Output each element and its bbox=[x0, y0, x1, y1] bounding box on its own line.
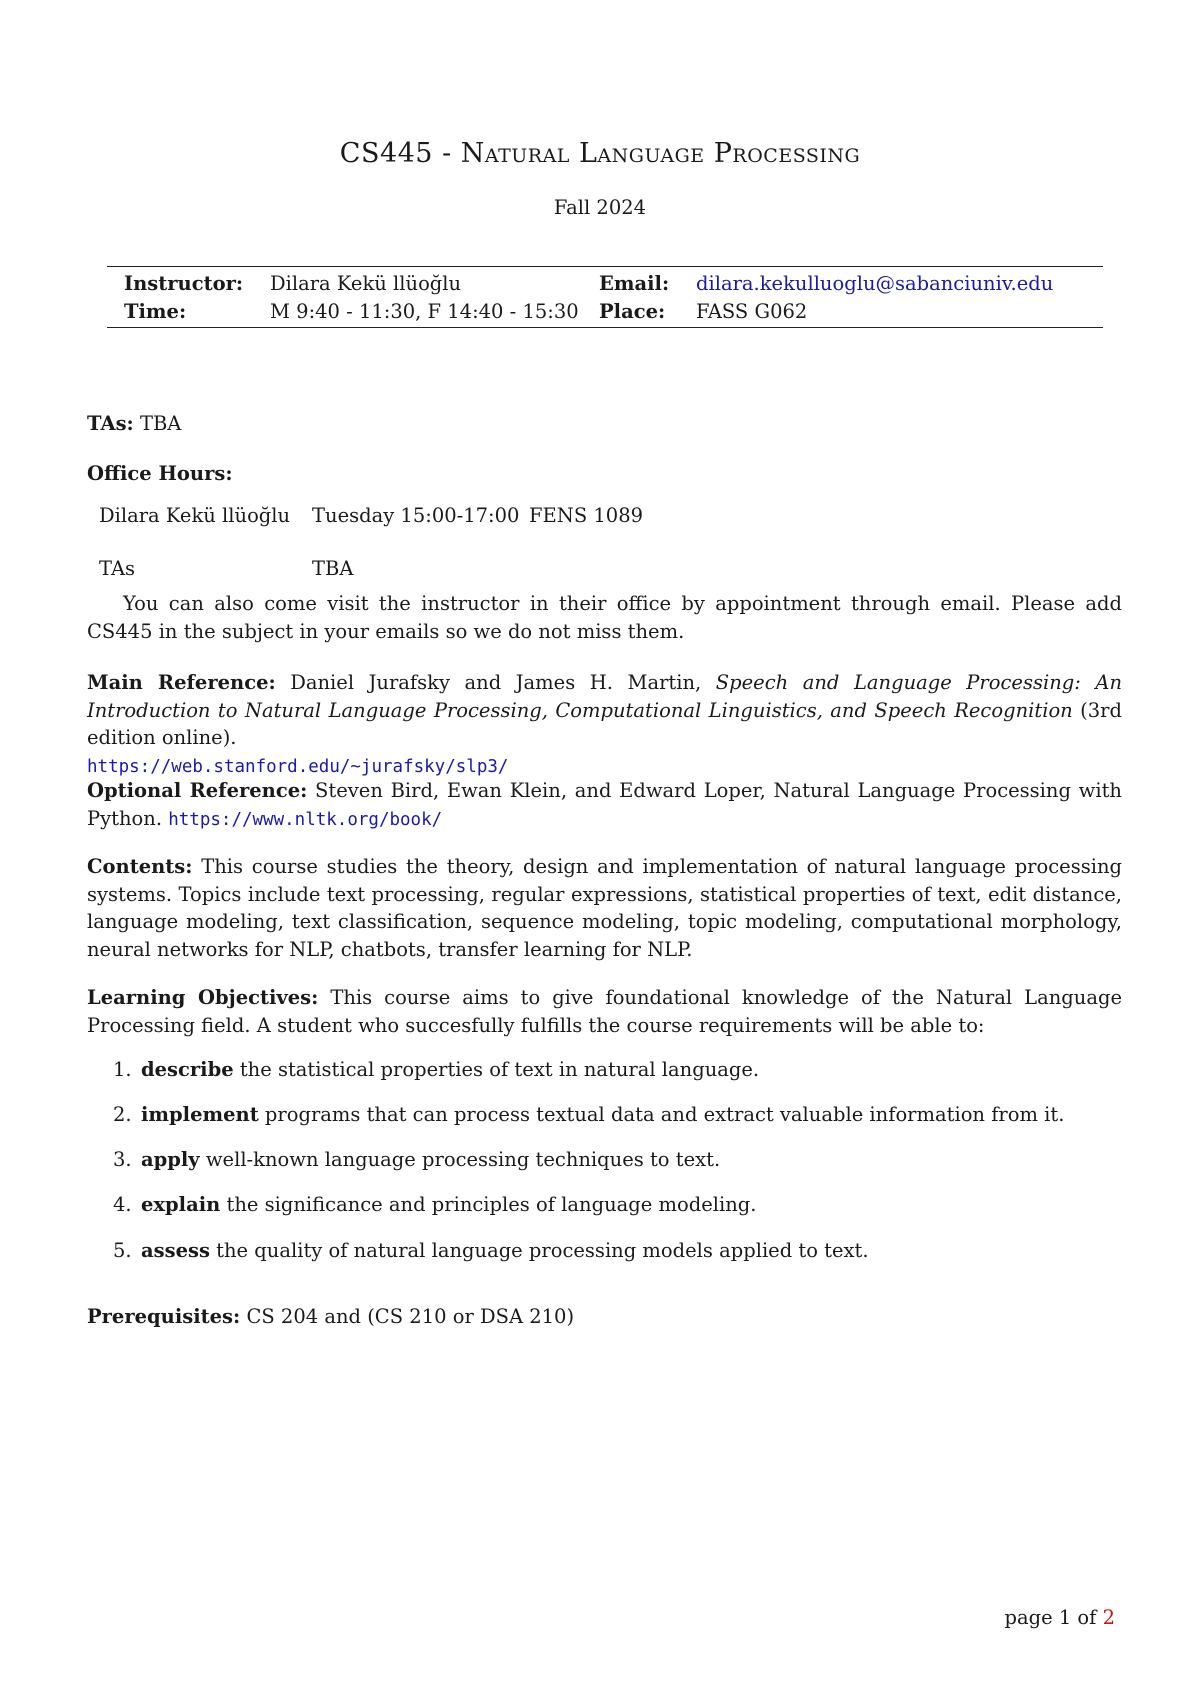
main-reference-edition: (3rd edition online). bbox=[87, 698, 1122, 749]
office-hours-note: You can also come visit the instructor in their office by appointment through email. Please add CS445 in the subject in your emails so we do not miss them. bbox=[87, 592, 1122, 643]
optional-reference bbox=[87, 777, 1122, 834]
info-row-instructor bbox=[107, 269, 1103, 297]
place-value: FASS G062 bbox=[696, 299, 808, 323]
office-hours-row bbox=[99, 557, 529, 580]
tas-value: TBA bbox=[139, 412, 182, 435]
oh-name: Dilara Kekü llüoğlu bbox=[99, 504, 291, 527]
info-table bbox=[107, 266, 1103, 328]
item-number: 5. bbox=[113, 1239, 132, 1262]
learning-objectives bbox=[87, 984, 1122, 1039]
item-text: the statistical properties of text in natural language. bbox=[233, 1058, 760, 1081]
time-label: Time: bbox=[124, 299, 187, 323]
objectives-label: Learning Objectives: bbox=[87, 986, 319, 1009]
item-verb: assess bbox=[141, 1239, 210, 1262]
time-value: M 9:40 - 11:30, F 14:40 - 15:30 bbox=[270, 299, 579, 323]
place-label: Place: bbox=[599, 299, 666, 323]
item-verb: apply bbox=[141, 1148, 200, 1171]
prerequisites-value: CS 204 and (CS 210 or DSA 210) bbox=[246, 1305, 575, 1328]
oh-name: TAs bbox=[99, 557, 136, 580]
oh-day: TBA bbox=[312, 557, 354, 580]
page-number bbox=[1004, 1606, 1115, 1629]
tas-line bbox=[87, 412, 1122, 435]
list-item bbox=[113, 1103, 1113, 1126]
main-reference-url[interactable]: https://web.stanford.edu/~jurafsky/slp3/ bbox=[87, 756, 509, 777]
main-reference-authors: Daniel Jurafsky and James H. Martin, bbox=[290, 671, 716, 694]
list-item bbox=[113, 1193, 1113, 1216]
item-number: 2. bbox=[113, 1103, 132, 1126]
page-total-link[interactable]: 2 bbox=[1102, 1606, 1115, 1629]
contents-text: This course studies the theory, design and implementation of natural language processing systems. Topics include text processing, regular expressions, statistical properties of text, edit distance, language modeling, text classification, sequence modeling, topic modeling, computational morphology, neural networks for NLP, chatbots, transfer learning for NLP. bbox=[87, 855, 1122, 961]
main-reference-label: Main Reference: bbox=[87, 671, 276, 694]
term: Fall 2024 bbox=[553, 196, 647, 219]
item-number: 1. bbox=[113, 1058, 132, 1081]
item-verb: implement bbox=[141, 1103, 259, 1126]
optional-reference-label: Optional Reference: bbox=[87, 779, 308, 802]
item-number: 4. bbox=[113, 1193, 132, 1216]
item-verb: describe bbox=[141, 1058, 234, 1081]
list-item bbox=[113, 1239, 1113, 1262]
item-number: 3. bbox=[113, 1148, 132, 1171]
objectives-intro: This course aims to give foundational knowledge of the Natural Language Processing field. A student who succesfully fulfills the course requirements will be able to: bbox=[87, 986, 1122, 1037]
tas-label: TAs: bbox=[87, 412, 134, 435]
contents bbox=[87, 853, 1122, 963]
prerequisites-label: Prerequisites: bbox=[87, 1305, 241, 1328]
email-label: Email: bbox=[599, 271, 670, 295]
prerequisites bbox=[87, 1305, 1122, 1328]
oh-day: Tuesday 15:00-17:00 bbox=[312, 504, 520, 527]
office-hours-heading: Office Hours: bbox=[87, 462, 233, 485]
contents-label: Contents: bbox=[87, 855, 193, 878]
item-text: the significance and principles of language modeling. bbox=[220, 1193, 757, 1216]
info-row-time bbox=[107, 297, 1103, 325]
instructor-name: Dilara Kekü llüoğlu bbox=[270, 271, 462, 295]
course-title: Natural Language Processing bbox=[460, 138, 861, 169]
item-verb: explain bbox=[141, 1193, 221, 1216]
optional-reference-text: Steven Bird, Ewan Klein, and Edward Loper, Natural Language Processing with Python. bbox=[87, 779, 1122, 830]
course-code: CS445 - bbox=[339, 138, 461, 169]
list-item bbox=[113, 1148, 1113, 1171]
item-text: the quality of natural language processing models applied to text. bbox=[209, 1239, 869, 1262]
list-item bbox=[113, 1058, 1113, 1081]
email-link[interactable]: dilara.kekulluoglu@sabanciuniv.edu bbox=[696, 271, 1054, 295]
page-title bbox=[0, 138, 1200, 169]
item-text: programs that can process textual data and extract valuable information from it. bbox=[258, 1103, 1065, 1126]
instructor-label: Instructor: bbox=[124, 271, 244, 295]
page-prefix: page 1 of bbox=[1004, 1606, 1103, 1629]
oh-room: FENS 1089 bbox=[529, 504, 644, 527]
main-reference bbox=[87, 669, 1122, 781]
main-reference-title: Speech and Language Processing: An Introduction to Natural Language Processing, Computational Linguistics, and Speech Recognition bbox=[87, 671, 1122, 722]
item-text: well-known language processing techniques to text. bbox=[199, 1148, 721, 1171]
optional-reference-url[interactable]: https://www.nltk.org/book/ bbox=[168, 809, 443, 830]
office-hours-row bbox=[99, 504, 643, 527]
